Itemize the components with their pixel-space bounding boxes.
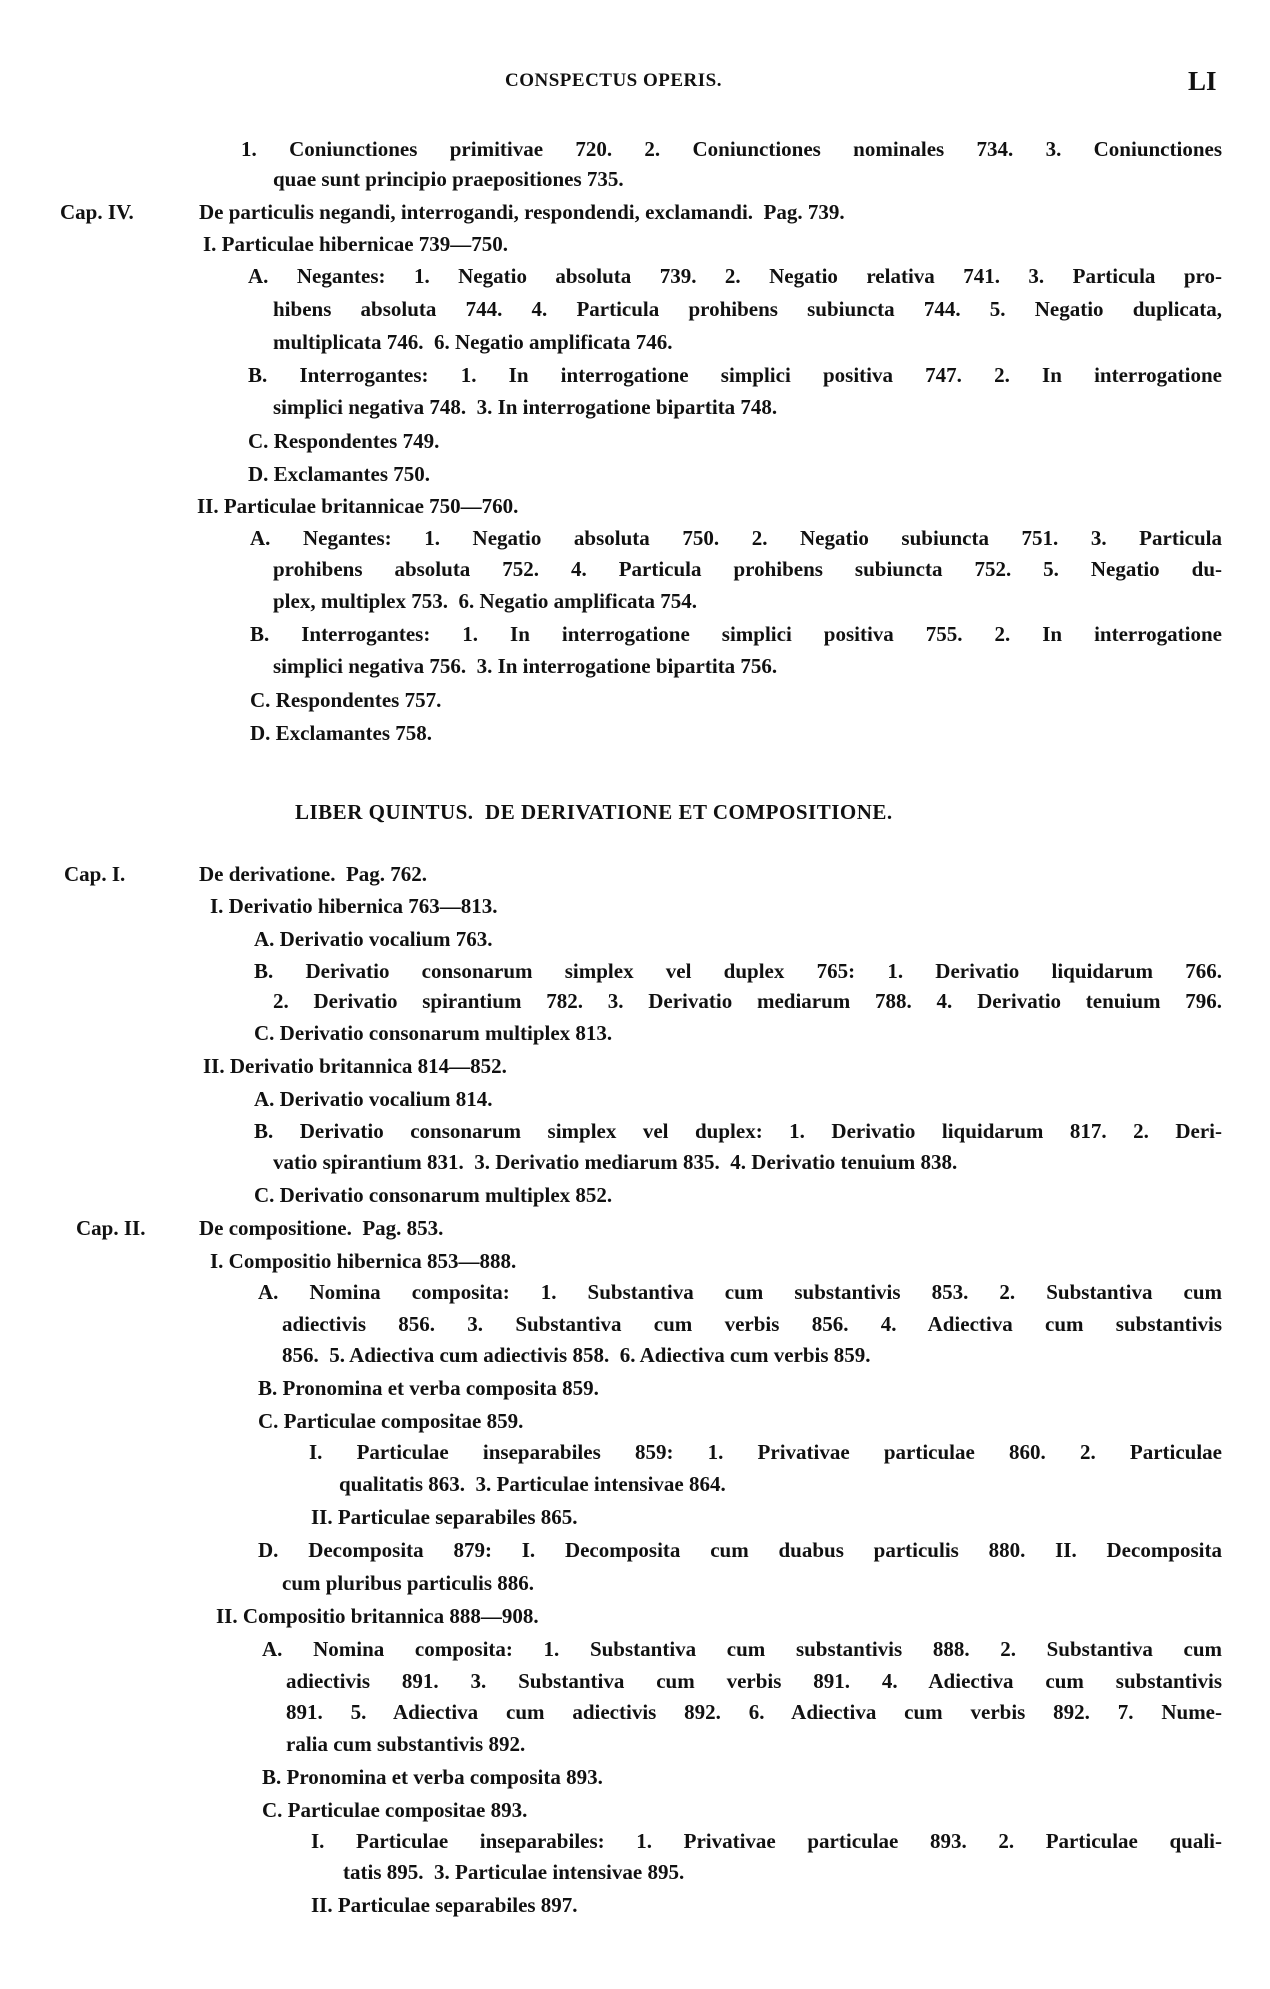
toc-line: 1. Coniunctiones primitivae 720. 2. Coniunctiones nominales 734. 3. Coniunctiones <box>241 137 1222 161</box>
toc-line: adiectivis 856. 3. Substantiva cum verbis 856. 4. Adiectiva cum substantivis <box>282 1312 1222 1336</box>
toc-line: 891. 5. Adiectiva cum adiectivis 892. 6. Adiectiva cum verbis 892. 7. Nume- <box>286 1700 1222 1724</box>
toc-line: De derivatione. Pag. 762. <box>199 862 428 886</box>
toc-line: B. Derivatio consonarum simplex vel duplex: 1. Derivatio liquidarum 817. 2. Deri- <box>254 1119 1222 1143</box>
toc-line: adiectivis 891. 3. Substantiva cum verbis 891. 4. Adiectiva cum substantivis <box>286 1669 1222 1693</box>
toc-line: B. Pronomina et verba composita 859. <box>258 1376 599 1400</box>
toc-line: prohibens absoluta 752. 4. Particula prohibens subiuncta 752. 5. Negatio du- <box>273 557 1222 581</box>
running-title: CONSPECTUS OPERIS. <box>505 70 722 91</box>
toc-line: simplici negativa 756. 3. In interrogatione bipartita 756. <box>273 654 778 678</box>
toc-line: II. Particulae separabiles 897. <box>311 1893 578 1917</box>
toc-line: vatio spirantium 831. 3. Derivatio mediarum 835. 4. Derivatio tenuium 838. <box>273 1150 958 1174</box>
toc-line: I. Particulae inseparabiles 859: 1. Privativae particulae 860. 2. Particulae <box>309 1440 1222 1464</box>
toc-line: hibens absoluta 744. 4. Particula prohibens subiuncta 744. 5. Negatio duplicata, <box>273 297 1222 321</box>
toc-line: II. Derivatio britannica 814—852. <box>203 1054 507 1078</box>
toc-line: I. Particulae inseparabiles: 1. Privativae particulae 893. 2. Particulae quali- <box>311 1829 1222 1853</box>
toc-line: multiplicata 746. 6. Negatio amplificata 746. <box>273 330 673 354</box>
toc-line: A. Nomina composita: 1. Substantiva cum substantivis 853. 2. Substantiva cum <box>258 1280 1222 1304</box>
toc-line: C. Derivatio consonarum multiplex 852. <box>254 1183 613 1207</box>
toc-line: 2. Derivatio spirantium 782. 3. Derivatio mediarum 788. 4. Derivatio tenuium 796. <box>273 989 1222 1013</box>
toc-line: simplici negativa 748. 3. In interrogatione bipartita 748. <box>273 395 778 419</box>
toc-line: I. Compositio hibernica 853—888. <box>210 1249 517 1273</box>
toc-line: II. Particulae britannicae 750—760. <box>197 494 519 518</box>
toc-line: De compositione. Pag. 853. <box>199 1216 444 1240</box>
toc-line: D. Decomposita 879: I. Decomposita cum duabus particulis 880. II. Decomposita <box>258 1538 1222 1562</box>
toc-line: plex, multiplex 753. 6. Negatio amplificata 754. <box>273 589 698 613</box>
toc-line: B. Derivatio consonarum simplex vel duplex 765: 1. Derivatio liquidarum 766. <box>254 959 1222 983</box>
toc-line: 856. 5. Adiectiva cum adiectivis 858. 6. Adiectiva cum verbis 859. <box>282 1343 871 1367</box>
toc-line: D. Exclamantes 758. <box>250 721 432 745</box>
toc-line: qualitatis 863. 3. Particulae intensivae 864. <box>339 1472 726 1496</box>
toc-line: II. Compositio britannica 888—908. <box>216 1604 539 1628</box>
toc-line: A. Negantes: 1. Negatio absoluta 739. 2. Negatio relativa 741. 3. Particula pro- <box>248 264 1222 288</box>
toc-line: C. Particulae compositae 893. <box>262 1798 528 1822</box>
toc-line: C. Derivatio consonarum multiplex 813. <box>254 1021 613 1045</box>
toc-line: II. Particulae separabiles 865. <box>311 1505 578 1529</box>
toc-line: A. Nomina composita: 1. Substantiva cum substantivis 888. 2. Substantiva cum <box>262 1637 1222 1661</box>
toc-line: C. Particulae compositae 859. <box>258 1409 524 1433</box>
toc-line: I. Derivatio hibernica 763—813. <box>210 894 498 918</box>
toc-line: ralia cum substantivis 892. <box>286 1732 526 1756</box>
toc-line: A. Derivatio vocalium 763. <box>254 927 493 951</box>
toc-line: B. Pronomina et verba composita 893. <box>262 1765 603 1789</box>
chapter-label: Cap. IV. <box>60 200 134 224</box>
chapter-label: Cap. I. <box>64 862 126 886</box>
toc-line: C. Respondentes 757. <box>250 688 442 712</box>
toc-line: I. Particulae hibernicae 739—750. <box>203 232 509 256</box>
toc-line: cum pluribus particulis 886. <box>282 1571 535 1595</box>
toc-line: B. Interrogantes: 1. In interrogatione simplici positiva 755. 2. In interrogatione <box>250 622 1222 646</box>
chapter-label: Cap. II. <box>76 1216 146 1240</box>
toc-line: tatis 895. 3. Particulae intensivae 895. <box>343 1860 685 1884</box>
toc-line: C. Respondentes 749. <box>248 429 440 453</box>
section-title: LIBER QUINTUS. DE DERIVATIONE ET COMPOSITIONE. <box>295 800 893 824</box>
toc-line: quae sunt principio praepositiones 735. <box>273 167 624 191</box>
toc-line: A. Derivatio vocalium 814. <box>254 1087 493 1111</box>
page-number: LI <box>1188 66 1217 96</box>
toc-line: A. Negantes: 1. Negatio absoluta 750. 2. Negatio subiuncta 751. 3. Particula <box>250 526 1222 550</box>
toc-line: De particulis negandi, interrogandi, respondendi, exclamandi. Pag. 739. <box>199 200 845 224</box>
toc-line: B. Interrogantes: 1. In interrogatione simplici positiva 747. 2. In interrogatione <box>248 363 1222 387</box>
toc-line: D. Exclamantes 750. <box>248 462 430 486</box>
